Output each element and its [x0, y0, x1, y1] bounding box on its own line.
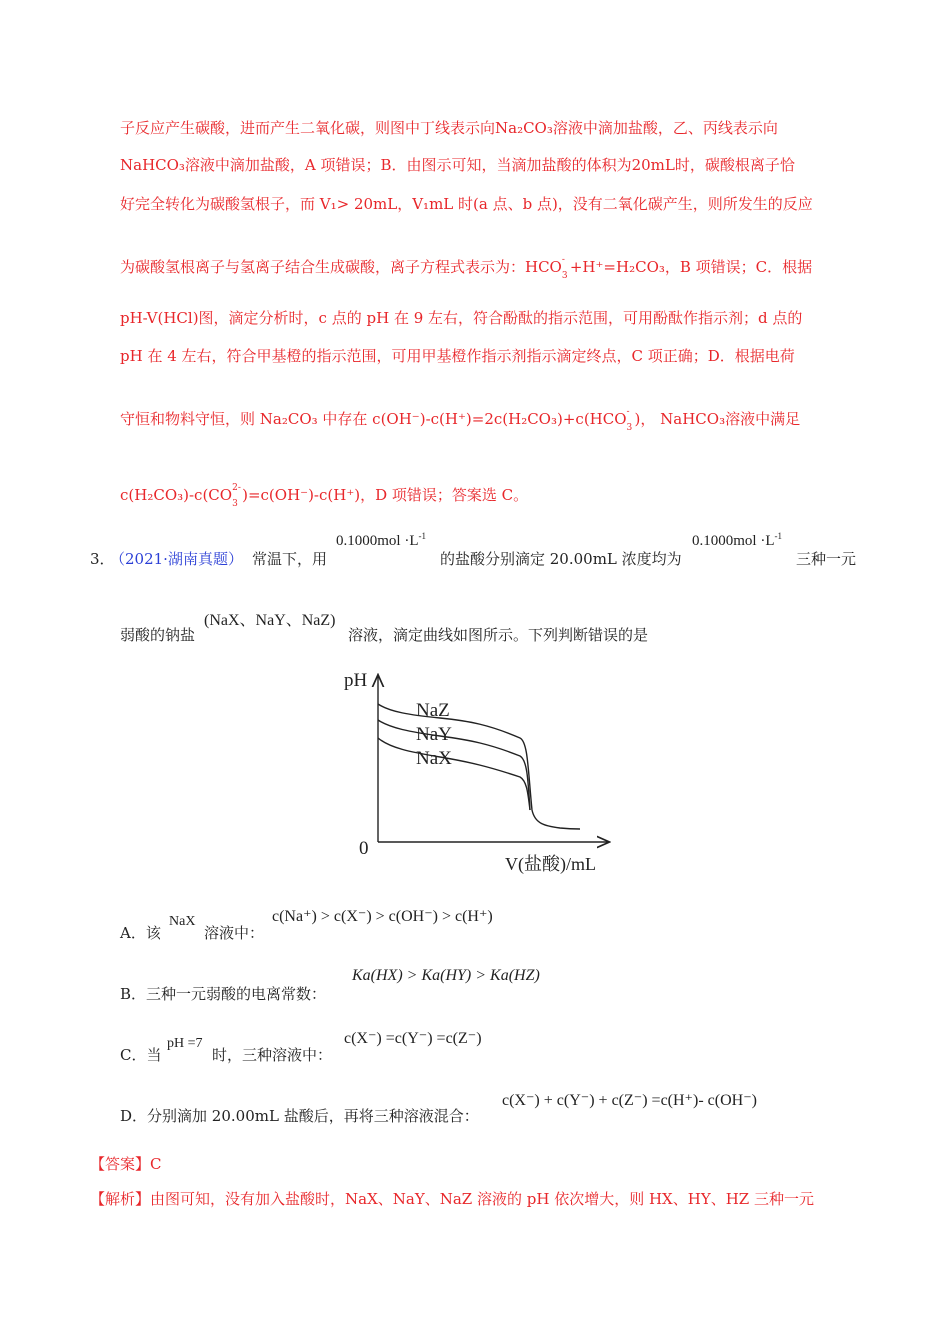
x-axis-label: V(盐酸)/mL: [505, 854, 596, 874]
option-c-label: C．当: [120, 1046, 162, 1064]
concentration-1-exponent: -1: [418, 531, 426, 541]
question-text-5: 溶液，滴定曲线如图所示。下列判断错误的是: [348, 626, 649, 644]
explanation-line-1: 子反应产生碳酸，进而产生二氧化碳，则图中丁线表示向Na₂CO₃溶液中滴加盐酸，乙、丙线表示向: [120, 119, 778, 137]
answer-label: 【答案】: [90, 1155, 151, 1173]
explanation-line-4-pre: 为碳酸氢根离子与氢离子结合生成碳酸，离子方程式表示为：HCO: [120, 258, 562, 276]
question-text-4: 弱酸的钠盐: [120, 626, 196, 644]
explanation-line-5: pH-V(HCl)图，滴定分析时，c 点的 pH 在 9 左右，符合酚酞的指示范围，可用酚酞作指示剂；d 点的: [120, 309, 803, 327]
explanation-line-7-post: )， NaHCO₃溶液中满足: [634, 410, 801, 428]
explanation-line-7-pre: 守恒和物料守恒，则 Na₂CO₃ 中存在 c(OH⁻)-c(H⁺)=2c(H₂CO₃)+c(HCO: [120, 410, 627, 428]
question-text-3: 三种一元: [796, 550, 857, 568]
hco3-charge-2: -: [626, 407, 630, 417]
question-number: 3．: [90, 550, 115, 568]
concentration-1: [336, 531, 426, 550]
question-text-2: 的盐酸分别滴定 20.00mL 浓度均为: [440, 550, 682, 568]
option-b-math: Ka(HX) > Ka(HY) > Ka(HZ): [352, 967, 540, 984]
explanation-line-4-post: +H⁺=H₂CO₃，B 项错误；C．根据: [569, 258, 813, 276]
curve-nax: [378, 738, 530, 810]
option-a-text: 溶液中：: [204, 924, 265, 942]
explanation-line-2: NaHCO₃溶液中滴加盐酸，A 项错误；B．由图示可知，当滴加盐酸的体积为20mL时，碳酸根离子恰: [120, 156, 795, 174]
option-c-math: c(X⁻) =c(Y⁻) =c(Z⁻): [344, 1030, 482, 1047]
option-a-math: c(Na⁺) > c(X⁻) > c(OH⁻) > c(H⁺): [272, 908, 493, 925]
series-label-naz: NaZ: [416, 700, 450, 721]
answer-value: C: [150, 1155, 162, 1173]
salt-list: (NaX、NaY、NaZ): [204, 612, 336, 629]
explanation-line-8-post: )=c(OH⁻)-c(H⁺)，D 项错误；答案选 C。: [242, 486, 529, 504]
concentration-1-value: 0.1000mol ·L: [336, 533, 419, 549]
option-a-label: A．该: [120, 924, 161, 942]
co3-subscript: 3: [232, 499, 238, 509]
titration-chart: [330, 660, 620, 880]
explanation-line-8-pre: c(H₂CO₃)-c(CO: [120, 486, 233, 504]
explanation-line-8: [120, 483, 529, 509]
hco3-subscript-2: 3: [626, 423, 633, 433]
concentration-2-exponent: -1: [774, 531, 782, 541]
curve-naz: [378, 704, 580, 829]
option-c-condition: pH =7: [167, 1036, 203, 1051]
option-b-label: B．三种一元弱酸的电离常数：: [120, 985, 327, 1003]
option-d-math: c(X⁻) + c(Y⁻) + c(Z⁻) =c(H⁺)- c(OH⁻): [502, 1092, 757, 1109]
question-text-1: 常温下，用: [252, 550, 328, 568]
explanation-line-7: [120, 407, 801, 433]
option-a-salt: NaX: [169, 914, 196, 929]
y-axis-label: pH: [344, 670, 368, 691]
co3-charge: 2-: [232, 483, 241, 493]
analysis-text: 由图可知，没有加入盐酸时，NaX、NaY、NaZ 溶液的 pH 依次增大，则 HX、HY、HZ 三种一元: [150, 1190, 814, 1208]
analysis-label: 【解析】: [90, 1190, 151, 1208]
hco3-charge: -: [561, 255, 565, 265]
series-label-nax: NaX: [416, 748, 452, 769]
hco3-subscript: 3: [561, 271, 568, 281]
analysis-line: [90, 1188, 814, 1209]
question-source[interactable]: （2021·湖南真题）: [110, 550, 243, 568]
concentration-2-value: 0.1000mol ·L: [692, 533, 775, 549]
explanation-line-4: [120, 255, 813, 281]
origin-label: 0: [359, 838, 369, 859]
series-label-nay: NaY: [416, 724, 452, 745]
explanation-line-6: pH 在 4 左右，符合甲基橙的指示范围，可用甲基橙作指示剂指示滴定终点，C 项正确；D．根据电荷: [120, 347, 795, 365]
option-c-text: 时，三种溶液中：: [212, 1046, 333, 1064]
option-d-label: D．分别滴加 20.00mL 盐酸后，再将三种溶液混合：: [120, 1107, 479, 1125]
answer-line: [90, 1153, 162, 1174]
explanation-line-3: 好完全转化为碳酸氢根子，而 V₁> 20mL，V₁mL 时(a 点、b 点)，没有二氧化碳产生，则所发生的反应: [120, 195, 813, 213]
concentration-2: [692, 531, 782, 550]
